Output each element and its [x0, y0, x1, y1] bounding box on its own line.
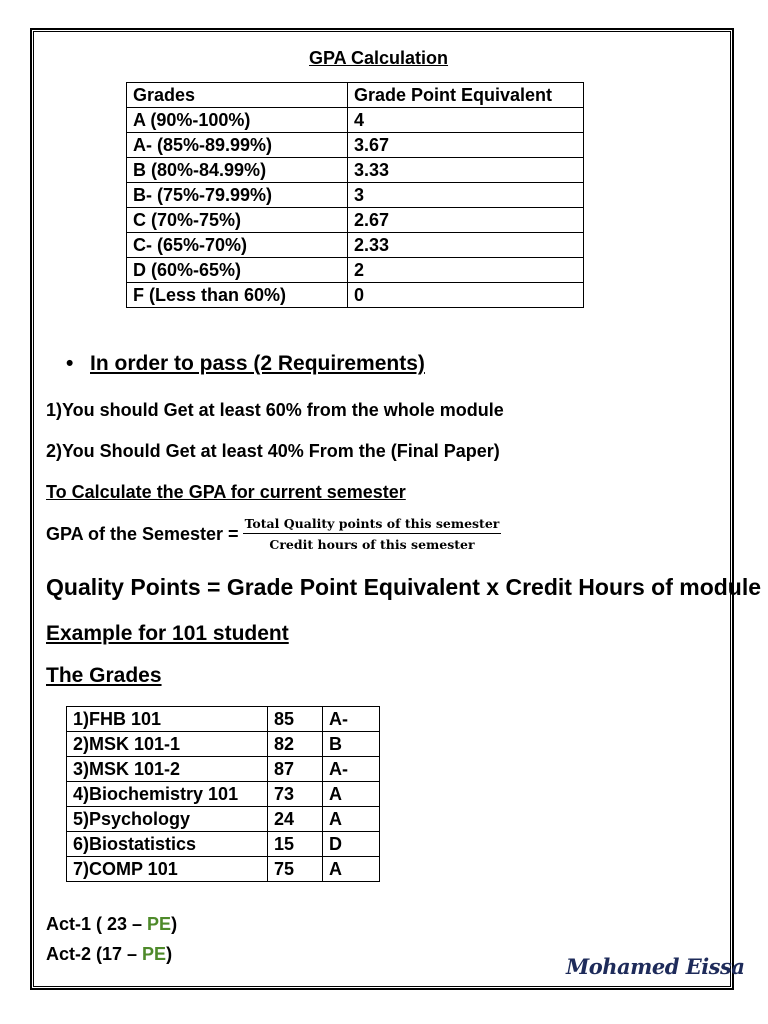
course-name: 4)Biochemistry 101: [67, 782, 268, 807]
bullet-icon: •: [66, 352, 74, 375]
pass-heading-text: In order to pass (2 Requirements): [90, 352, 425, 375]
activity-prefix: Act-1 ( 23 –: [46, 914, 148, 934]
author-signature: Mohamed Eissa: [566, 954, 745, 979]
course-name: 7)COMP 101: [67, 857, 268, 882]
point-cell: 0: [348, 283, 584, 308]
course-name: 5)Psychology: [67, 807, 268, 832]
point-cell: 3: [348, 183, 584, 208]
course-grade: D: [323, 832, 380, 857]
course-grade: B: [323, 732, 380, 757]
table-header-row: [127, 83, 584, 108]
requirement-1: 1)You should Get at least 60% from the whole module: [46, 400, 504, 420]
grade-cell: B (80%-84.99%): [127, 158, 348, 183]
course-score: 82: [268, 732, 323, 757]
activity-prefix: Act-2 (17 –: [46, 944, 143, 964]
course-score: 73: [268, 782, 323, 807]
table-row: [67, 832, 380, 857]
grades-heading: The Grades: [46, 664, 162, 687]
course-score: 24: [268, 807, 323, 832]
course-grade: A: [323, 857, 380, 882]
header-grades: Grades: [127, 83, 348, 108]
point-cell: 3.67: [348, 133, 584, 158]
course-name: 3)MSK 101-2: [67, 757, 268, 782]
course-name: 6)Biostatistics: [67, 832, 268, 857]
course-score: 15: [268, 832, 323, 857]
activity-suffix: ): [166, 944, 173, 964]
point-cell: 2.33: [348, 233, 584, 258]
activity-tag: PE: [142, 944, 167, 964]
gpa-table-title: GPA Calculation: [309, 48, 449, 68]
course-score: 75: [268, 857, 323, 882]
example-heading: Example for 101 student: [46, 622, 289, 645]
table-row: [67, 757, 380, 782]
point-cell: 3.33: [348, 158, 584, 183]
table-row: [127, 108, 584, 133]
table-row: [67, 807, 380, 832]
table-row: [127, 133, 584, 158]
activity-suffix: ): [171, 914, 178, 934]
point-cell: 2: [348, 258, 584, 283]
grade-cell: F (Less than 60%): [127, 283, 348, 308]
table-row: [127, 233, 584, 258]
formula-denominator: Credit hours of this semester: [269, 537, 475, 552]
courses-table: [66, 706, 380, 882]
course-name: 1)FHB 101: [67, 707, 268, 732]
grade-cell: C- (65%-70%): [127, 233, 348, 258]
course-name: 2)MSK 101-1: [67, 732, 268, 757]
grade-cell: D (60%-65%): [127, 258, 348, 283]
header-grade-point: Grade Point Equivalent: [348, 83, 584, 108]
gpa-formula: [46, 516, 501, 552]
table-row: [127, 258, 584, 283]
semester-gpa-heading: To Calculate the GPA for current semester: [46, 482, 406, 502]
activity-tag: PE: [147, 914, 172, 934]
table-row: [127, 183, 584, 208]
formula-label: GPA of the Semester =: [46, 523, 239, 544]
point-cell: 2.67: [348, 208, 584, 233]
formula-fraction: [243, 516, 502, 552]
course-score: 87: [268, 757, 323, 782]
course-grade: A: [323, 807, 380, 832]
table-row: [127, 208, 584, 233]
course-grade: A-: [323, 757, 380, 782]
grade-cell: C (70%-75%): [127, 208, 348, 233]
requirement-2: 2)You Should Get at least 40% From the (Final Paper): [46, 441, 500, 461]
pass-requirements-heading: [66, 352, 425, 376]
grade-cell: A (90%-100%): [127, 108, 348, 133]
table-row: [127, 283, 584, 308]
course-score: 85: [268, 707, 323, 732]
point-cell: 4: [348, 108, 584, 133]
table-row: [67, 707, 380, 732]
course-grade: A: [323, 782, 380, 807]
formula-numerator: Total Quality points of this semester: [243, 516, 502, 534]
quality-points-formula: Quality Points = Grade Point Equivalent x Credit Hours of module: [46, 574, 762, 600]
activity-2: [46, 944, 172, 965]
table-row: [127, 158, 584, 183]
course-grade: A-: [323, 707, 380, 732]
grade-cell: B- (75%-79.99%): [127, 183, 348, 208]
activity-1: [46, 914, 177, 935]
gpa-table: [126, 82, 584, 308]
table-row: [67, 782, 380, 807]
table-row: [67, 857, 380, 882]
table-row: [67, 732, 380, 757]
grade-cell: A- (85%-89.99%): [127, 133, 348, 158]
